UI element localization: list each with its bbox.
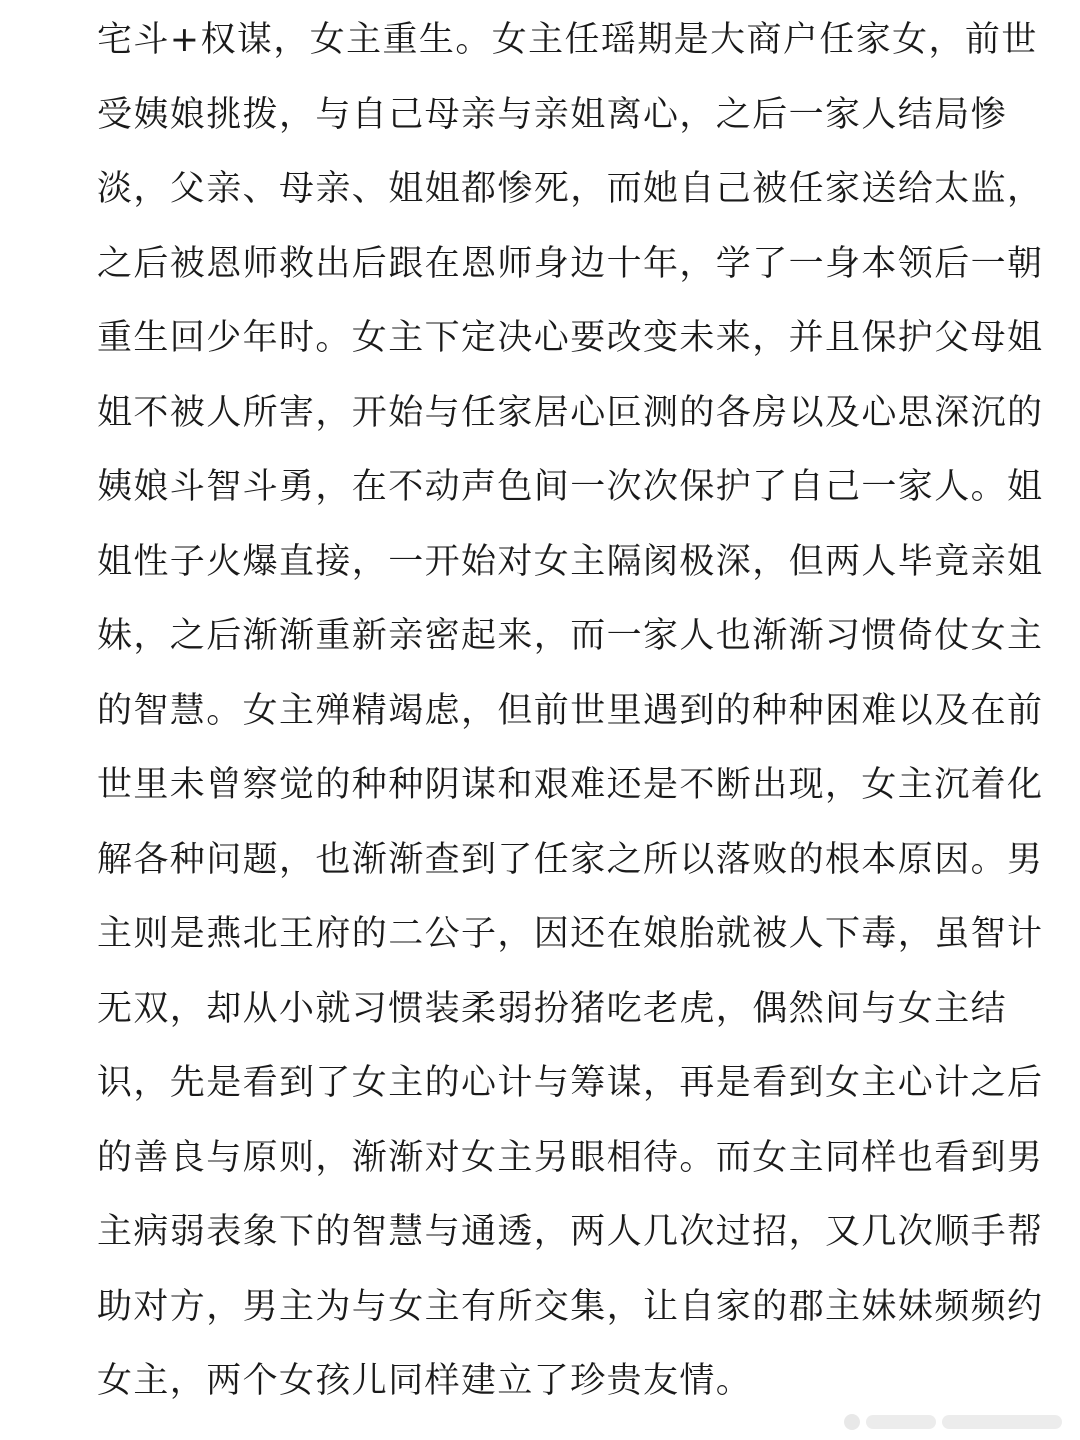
watermark-mark: [942, 1415, 1062, 1429]
text-line: 姨娘斗智斗勇，在不动声色间一次次保护了自己一家人。姐: [97, 467, 1044, 507]
text-line: 姐不被人所害，开始与任家居心叵测的各房以及心思深沉的: [97, 392, 1044, 433]
text-line: 主则是燕北王府的二公子，因还在娘胎就被人下毒，虽智计: [97, 914, 1044, 954]
text-line: 女主，两个女孩儿同样建立了珍贵友情。: [97, 1361, 753, 1401]
watermark-logo-icon: [844, 1414, 860, 1430]
text-line: 淡，父亲、母亲、姐姐都惨死，而她自己被任家送给太监，: [97, 169, 1044, 209]
text-line: 重生回少年时。女主下定决心要改变未来，并且保护父母姐: [97, 318, 1044, 358]
synopsis-text: [97, 14, 1044, 1430]
text-line: 主病弱表象下的智慧与通透，两人几次过招，又几次顺手帮: [97, 1212, 1044, 1252]
text-line: 宅斗+权谋，女主重生。女主任瑶期是大商户任家女，前世: [97, 20, 1038, 60]
text-line: 识，先是看到了女主的心计与筹谋，再是看到女主心计之后: [97, 1063, 1044, 1103]
text-line: 无双，却从小就习惯装柔弱扮猪吃老虎，偶然间与女主结: [97, 988, 1008, 1029]
text-line: 的智慧。女主殚精竭虑，但前世里遇到的种种困难以及在前: [97, 690, 1044, 731]
text-line: 世里未曾察觉的种种阴谋和艰难还是不断出现，女主沉着化: [97, 765, 1044, 805]
text-line: 之后被恩师救出后跟在恩师身边十年，学了一身本领后一朝: [97, 243, 1044, 284]
watermark-mark: [866, 1415, 936, 1429]
text-line: 解各种问题，也渐渐查到了任家之所以落败的根本原因。男: [97, 839, 1044, 880]
text-line: 助对方，男主为与女主有所交集，让自家的郡主妹妹频频约: [97, 1286, 1044, 1327]
text-line: 妹，之后渐渐重新亲密起来，而一家人也渐渐习惯倚仗女主: [97, 616, 1044, 656]
text-line: 受姨娘挑拨，与自己母亲与亲姐离心，之后一家人结局惨: [97, 94, 1008, 135]
text-line: 的善良与原则，渐渐对女主另眼相待。而女主同样也看到男: [97, 1137, 1044, 1178]
watermark: [844, 1414, 1062, 1430]
text-line: 姐性子火爆直接，一开始对女主隔阂极深，但两人毕竟亲姐: [97, 541, 1044, 582]
